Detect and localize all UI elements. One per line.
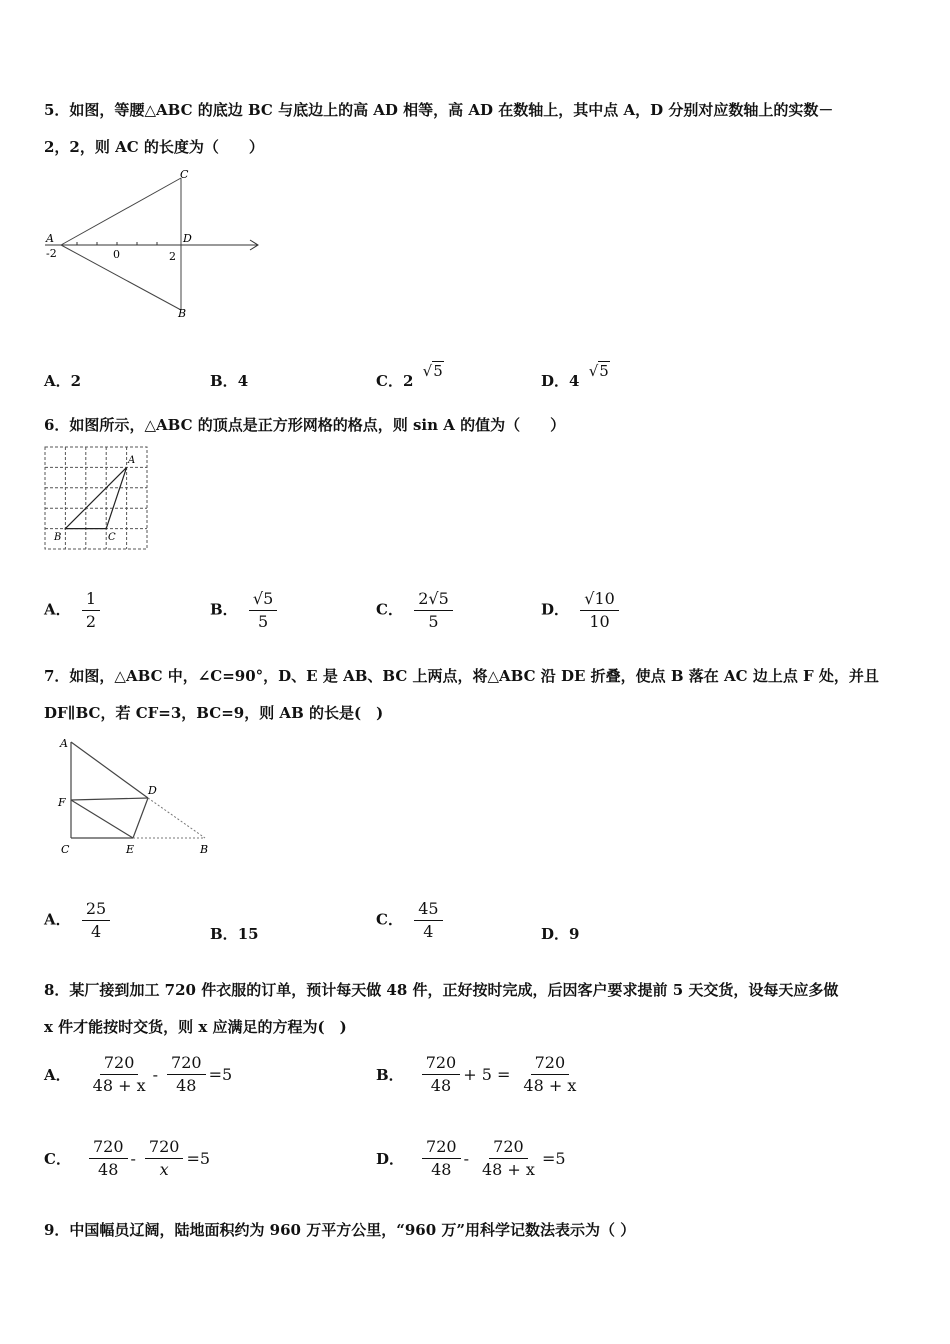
fraction bbox=[82, 898, 110, 943]
question-6-line1: 6．如图所示，△ABC 的顶点是正方形网格的格点，则 sin A 的值为（ ） bbox=[44, 416, 566, 434]
option-letter: B． bbox=[210, 372, 238, 390]
q6-figure bbox=[45, 447, 150, 552]
option-value: 15 bbox=[237, 925, 259, 943]
q5-label-a: A bbox=[46, 232, 54, 245]
fraction bbox=[145, 1136, 184, 1181]
q6-label-a: A bbox=[128, 455, 136, 466]
q7-option-c[interactable] bbox=[376, 898, 443, 943]
denominator: 10 bbox=[589, 612, 610, 631]
q6-option-d[interactable] bbox=[541, 588, 619, 633]
numerator: 2√5 bbox=[414, 588, 453, 611]
numerator: 720 bbox=[167, 1052, 206, 1075]
q7-option-d[interactable] bbox=[541, 923, 579, 944]
question-5-line2: 2，2，则 AC 的长度为（ ） bbox=[44, 138, 264, 156]
denominator: 48 bbox=[431, 1160, 452, 1179]
radicand: 5 bbox=[433, 362, 443, 380]
q5-option-d[interactable] bbox=[541, 360, 610, 390]
q7-label-e: E bbox=[126, 843, 135, 856]
q6-option-c[interactable] bbox=[376, 588, 453, 633]
q5-label-b: B bbox=[178, 307, 187, 320]
option-letter: D． bbox=[541, 600, 570, 619]
question-8 bbox=[44, 972, 914, 1046]
option-letter: B． bbox=[376, 1066, 404, 1084]
operator: - bbox=[152, 1065, 159, 1084]
numerator: √5 bbox=[249, 588, 277, 611]
numerator: 25 bbox=[82, 898, 110, 921]
denominator: 48 + x bbox=[523, 1076, 577, 1095]
option-letter: C． bbox=[376, 372, 403, 390]
option-letter: B． bbox=[210, 925, 238, 943]
question-8-line1: 8．某厂接到加工 720 件衣服的订单，预计每天做 48 件，正好按时完成，后因客户要求提前 5 天交货，设每天应多做 bbox=[44, 981, 839, 999]
q7-label-f: F bbox=[58, 796, 66, 809]
q5-tick-0: 0 bbox=[113, 248, 120, 261]
denominator: 4 bbox=[90, 922, 102, 941]
denominator: 48 + x bbox=[481, 1160, 535, 1179]
option-coef: 4 bbox=[569, 372, 580, 390]
option-letter: D． bbox=[541, 372, 570, 390]
question-9 bbox=[44, 1212, 914, 1249]
q5-tick-2: 2 bbox=[169, 250, 176, 263]
radicand: 5 bbox=[599, 362, 609, 380]
question-5 bbox=[44, 92, 914, 166]
q8-option-c[interactable] bbox=[44, 1136, 213, 1181]
q8-option-d[interactable] bbox=[376, 1136, 569, 1181]
denominator: x bbox=[159, 1160, 169, 1179]
numerator: 45 bbox=[414, 898, 442, 921]
q5-tick-neg2: -2 bbox=[46, 247, 57, 260]
fraction bbox=[82, 588, 100, 633]
question-7-line1: 7．如图，△ABC 中，∠C=90°，D、E 是 AB、BC 上两点，将△ABC 沿 DE 折叠，使点 B 落在 AC 边上点 F 处，并且 bbox=[44, 667, 879, 685]
denominator: 5 bbox=[428, 612, 439, 631]
q5-label-d: D bbox=[183, 232, 192, 245]
numerator: 720 bbox=[489, 1136, 528, 1159]
question-7-line2: DF∥BC，若 CF=3，BC=9，则 AB 的长是( ) bbox=[44, 704, 384, 722]
option-letter: A． bbox=[44, 600, 71, 619]
sqrt-symbol: √5 bbox=[588, 362, 609, 380]
fraction bbox=[414, 898, 442, 943]
numerator: 720 bbox=[422, 1136, 461, 1159]
q6-label-b: B bbox=[54, 532, 62, 543]
denominator: 48 bbox=[176, 1076, 197, 1095]
option-letter: D． bbox=[541, 925, 570, 943]
question-7 bbox=[44, 658, 914, 732]
numerator: 720 bbox=[145, 1136, 184, 1159]
option-value: 9 bbox=[569, 925, 580, 943]
fraction bbox=[422, 1052, 461, 1097]
q6-option-a[interactable] bbox=[44, 588, 100, 633]
question-6 bbox=[44, 407, 914, 444]
option-coef: 2 bbox=[402, 372, 414, 390]
numerator: 720 bbox=[531, 1052, 570, 1075]
q7-label-d: D bbox=[148, 784, 157, 797]
option-letter: C． bbox=[376, 910, 403, 929]
equals-tail: =5 bbox=[541, 1149, 566, 1168]
fraction bbox=[89, 1052, 150, 1097]
operator: + 5 = bbox=[463, 1065, 511, 1084]
denominator: 4 bbox=[423, 922, 434, 941]
q5-option-a[interactable] bbox=[44, 370, 81, 391]
numerator: 720 bbox=[100, 1052, 139, 1075]
fraction bbox=[249, 588, 277, 633]
sqrt-symbol: √5 bbox=[422, 362, 443, 380]
option-value: 4 bbox=[237, 372, 249, 390]
option-letter: A． bbox=[44, 910, 71, 929]
q7-label-c: C bbox=[61, 843, 70, 856]
option-letter: A． bbox=[44, 372, 71, 390]
q7-figure bbox=[55, 736, 220, 861]
option-letter: C． bbox=[376, 600, 403, 619]
denominator: 48 + x bbox=[92, 1076, 146, 1095]
equals-tail: =5 bbox=[208, 1065, 233, 1084]
numerator: 1 bbox=[82, 588, 100, 611]
question-9-line1: 9．中国幅员辽阔，陆地面积约为 960 万平方公里，“960 万”用科学记数法表示为（ ） bbox=[44, 1221, 636, 1239]
question-5-line1: 5．如图，等腰△ABC 的底边 BC 与底边上的高 AD 相等，高 AD 在数轴上，其中点 A，D 分别对应数轴上的实数－ bbox=[44, 101, 834, 119]
denominator: 48 bbox=[430, 1076, 452, 1095]
fraction bbox=[519, 1052, 580, 1097]
denominator: 5 bbox=[258, 612, 269, 631]
numerator: √10 bbox=[580, 588, 619, 611]
fraction bbox=[478, 1136, 539, 1181]
option-letter: C． bbox=[44, 1150, 71, 1168]
q8-option-b[interactable] bbox=[376, 1052, 586, 1097]
fraction bbox=[167, 1052, 206, 1097]
operator: - bbox=[463, 1149, 469, 1168]
q5-option-b[interactable] bbox=[210, 370, 248, 391]
equals-tail: =5 bbox=[186, 1149, 211, 1168]
numerator: 720 bbox=[89, 1136, 128, 1159]
numerator: 720 bbox=[422, 1052, 461, 1075]
option-value: 2 bbox=[70, 372, 82, 390]
option-letter: B． bbox=[210, 600, 238, 619]
q6-option-b[interactable] bbox=[210, 588, 277, 633]
fraction bbox=[89, 1136, 128, 1181]
q6-label-c: C bbox=[108, 532, 116, 543]
q5-figure bbox=[40, 168, 270, 328]
fraction bbox=[414, 588, 453, 633]
q7-option-b[interactable] bbox=[210, 923, 259, 944]
q8-option-a[interactable] bbox=[44, 1052, 235, 1097]
q7-label-a: A bbox=[60, 737, 68, 750]
q7-option-a[interactable] bbox=[44, 898, 110, 943]
option-letter: D． bbox=[376, 1150, 405, 1168]
q5-option-c[interactable] bbox=[376, 360, 444, 390]
q7-label-b: B bbox=[200, 843, 209, 856]
operator: - bbox=[130, 1149, 136, 1168]
denominator: 2 bbox=[85, 612, 97, 631]
fraction bbox=[580, 588, 619, 633]
denominator: 48 bbox=[98, 1160, 119, 1179]
question-8-line2: x 件才能按时交货，则 x 应满足的方程为( ) bbox=[44, 1018, 347, 1036]
fraction bbox=[422, 1136, 461, 1181]
option-letter: A． bbox=[44, 1066, 71, 1084]
q5-label-c: C bbox=[180, 168, 189, 181]
